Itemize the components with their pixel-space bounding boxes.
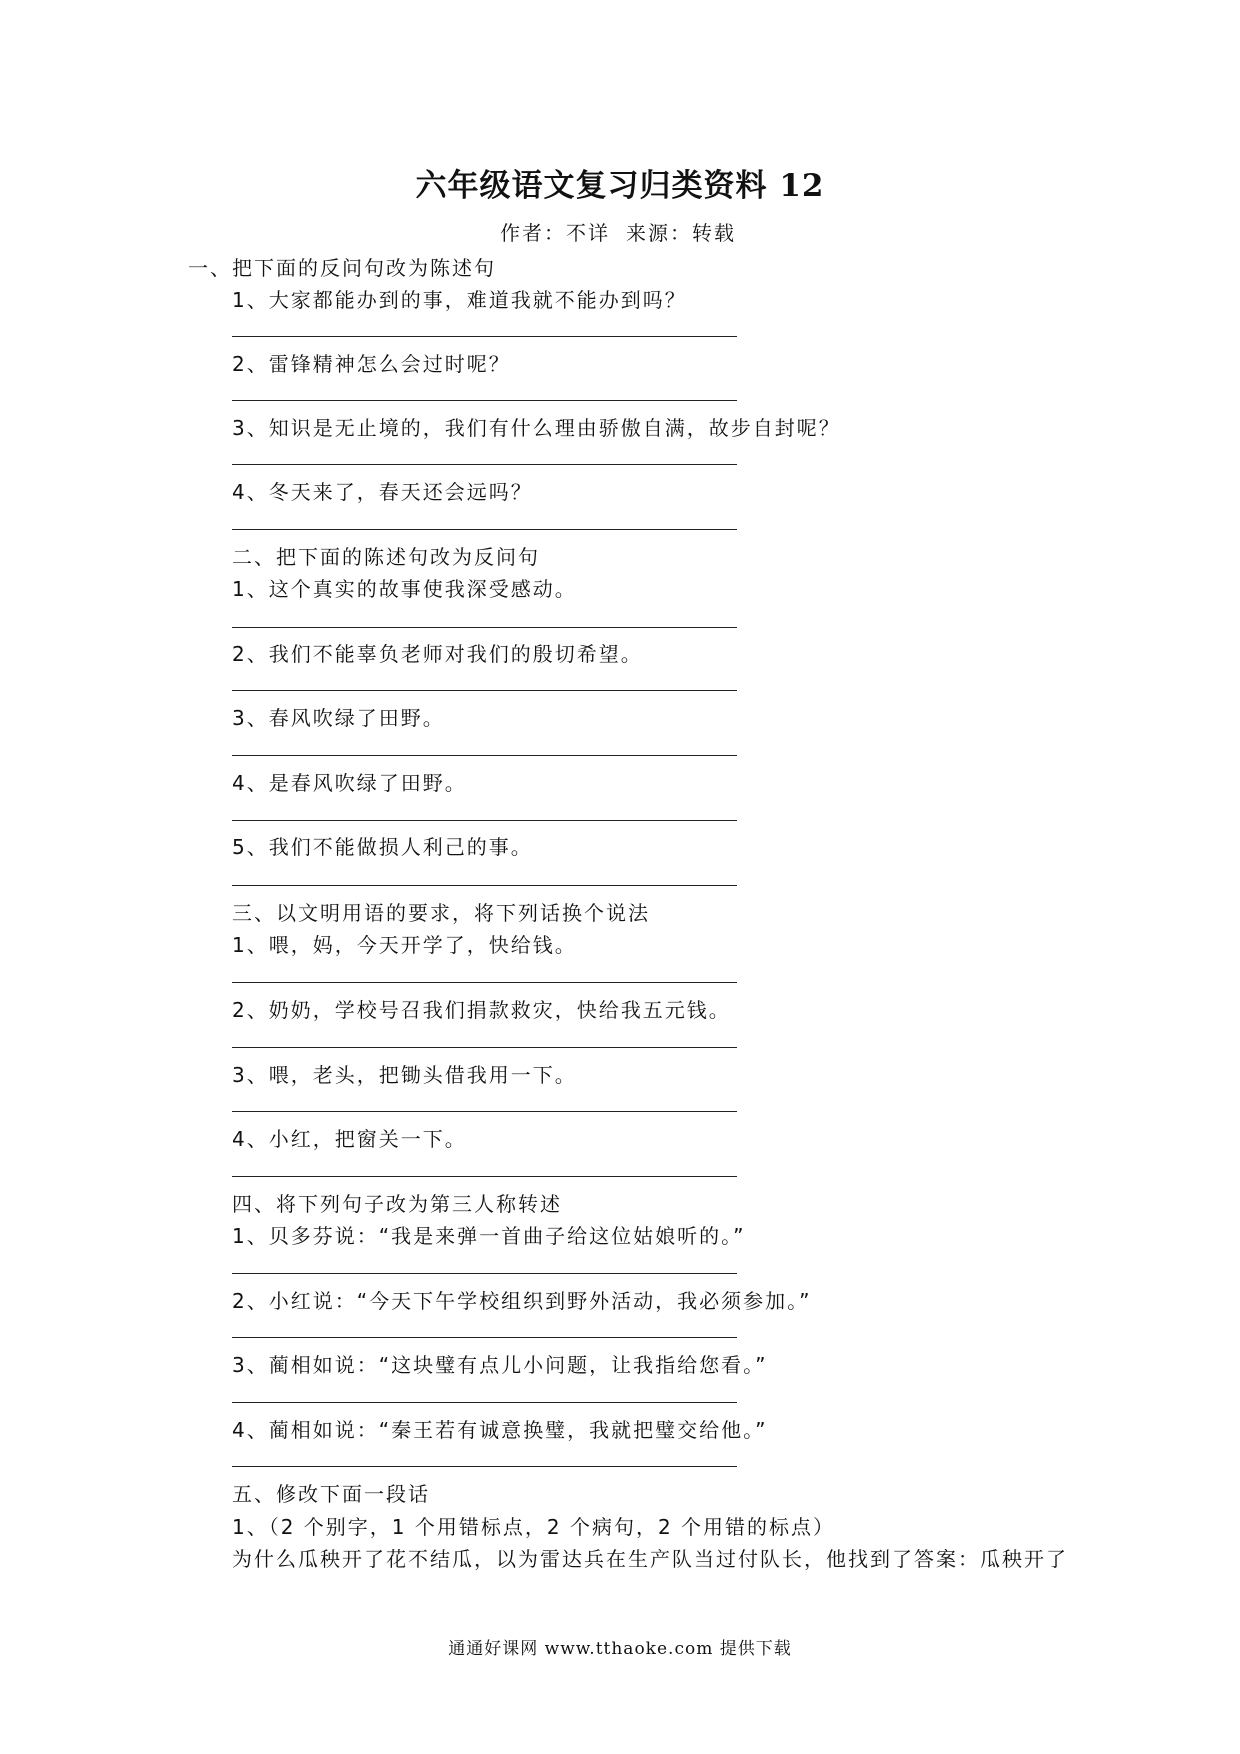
answer-line <box>232 400 737 401</box>
question-item: 3、喂，老头，把锄头借我用一下。 <box>232 1063 577 1087</box>
answer-line <box>232 529 737 530</box>
answer-line <box>232 336 737 337</box>
answer-line <box>232 1402 737 1403</box>
question-item: 2、雷锋精神怎么会过时呢？ <box>232 352 511 376</box>
page-footer: 通通好课网 www.tthaoke.com 提供下载 <box>448 1639 792 1659</box>
question-item: 4、蔺相如说：“秦王若有诚意换璧，我就把璧交给他。” <box>232 1418 768 1442</box>
section-heading: 五、修改下面一段话 <box>232 1482 430 1506</box>
answer-line <box>232 1111 737 1112</box>
question-item: 1、贝多芬说：“我是来弹一首曲子给这位姑娘听的。” <box>232 1224 746 1248</box>
question-item: 4、小红，把窗关一下。 <box>232 1127 467 1151</box>
section-heading: 一、把下面的反问句改为陈述句 <box>188 256 496 280</box>
question-item: 5、我们不能做损人利己的事。 <box>232 835 533 859</box>
paragraph-text: 为什么瓜秧开了花不结瓜，以为雷达兵在生产队当过付队长，他找到了答案：瓜秧开了 <box>232 1547 1068 1571</box>
answer-line <box>232 1176 737 1177</box>
section-heading: 三、以文明用语的要求，将下列话换个说法 <box>232 901 650 925</box>
source-label: 来源：转载 <box>626 221 736 245</box>
question-item: 2、奶奶，学校号召我们捐款救灾，快给我五元钱。 <box>232 998 731 1022</box>
answer-line <box>232 1273 737 1274</box>
answer-line <box>232 690 737 691</box>
question-item: 3、知识是无止境的，我们有什么理由骄傲自满，故步自封呢？ <box>232 416 841 440</box>
answer-line <box>232 885 737 886</box>
answer-line <box>232 1466 737 1467</box>
answer-line <box>232 1047 737 1048</box>
question-item: 4、是春风吹绿了田野。 <box>232 771 467 795</box>
question-item: 3、蔺相如说：“这块璧有点儿小问题，让我指给您看。” <box>232 1353 768 1377</box>
section-heading: 四、将下列句子改为第三人称转述 <box>232 1192 562 1216</box>
question-item: 2、小红说：“今天下午学校组织到野外活动，我必须参加。” <box>232 1289 812 1313</box>
section-heading: 二、把下面的陈述句改为反问句 <box>232 545 540 569</box>
question-item: 4、冬天来了，春天还会远吗？ <box>232 480 533 504</box>
answer-line <box>232 627 737 628</box>
question-item: 3、春风吹绿了田野。 <box>232 706 445 730</box>
question-item: 2、我们不能辜负老师对我们的殷切希望。 <box>232 642 643 666</box>
question-item: 1、（2 个别字，1 个用错标点，2 个病句，2 个用错的标点） <box>232 1515 836 1539</box>
answer-line <box>232 464 737 465</box>
byline <box>500 217 736 246</box>
answer-line <box>232 1337 737 1338</box>
page-title: 六年级语文复习归类资料 12 <box>415 168 825 204</box>
question-item: 1、大家都能办到的事，难道我就不能办到吗？ <box>232 288 687 312</box>
question-item: 1、喂，妈，今天开学了，快给钱。 <box>232 933 577 957</box>
answer-line <box>232 755 737 756</box>
question-item: 1、这个真实的故事使我深受感动。 <box>232 577 577 601</box>
author-label: 作者：不详 <box>500 221 610 245</box>
answer-line <box>232 820 737 821</box>
answer-line <box>232 982 737 983</box>
